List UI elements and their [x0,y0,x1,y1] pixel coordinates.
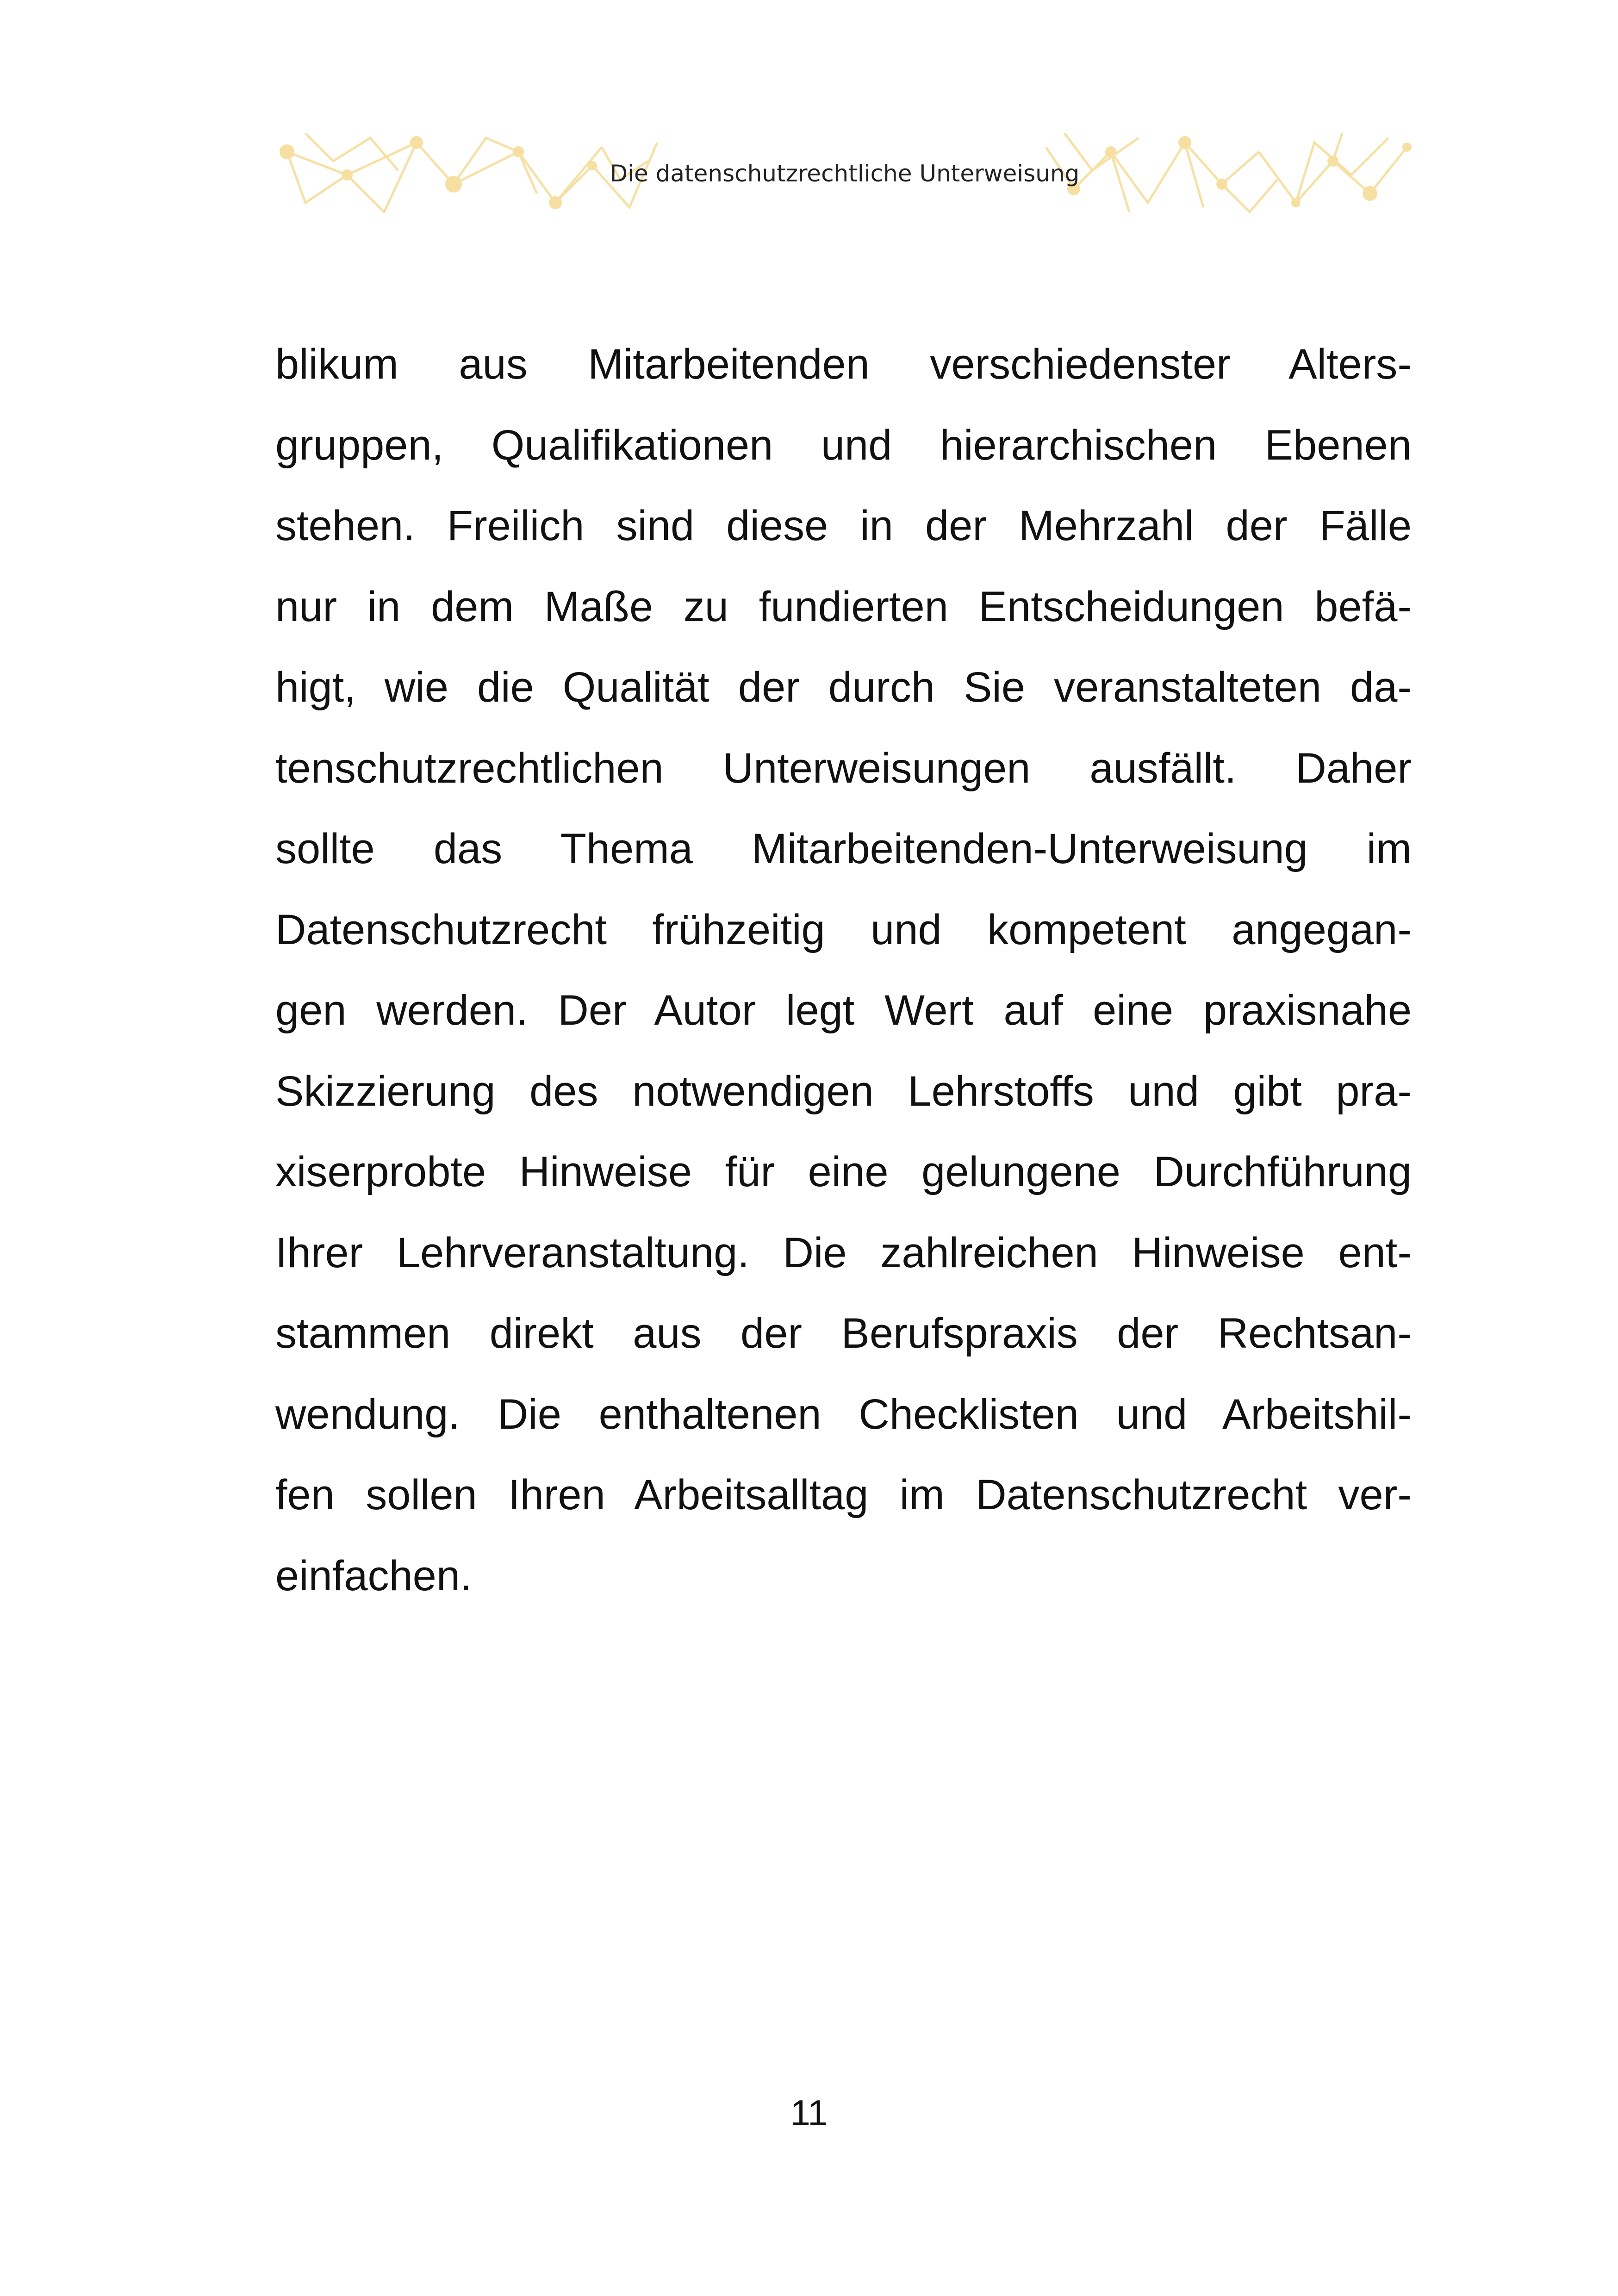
running-header-title: Die datenschutzrechtliche Unterweisung [610,160,1080,187]
text-line: sollte das Thema Mitarbeitenden-Unterweisung im [275,825,1412,872]
text-line: xiserprobte Hinweise für eine gelungene Durchführung [275,1148,1412,1195]
text-line: tenschutzrechtlichen Unterweisungen ausfällt. Daher [275,744,1412,792]
text-line: Datenschutzrecht frühzeitig und kompetent angegan- [275,906,1412,953]
header-ornament-band [278,133,1412,213]
text-line: stammen direkt aus der Berufspraxis der Rechtsan- [275,1310,1412,1357]
text-line: fen sollen Ihren Arbeitsalltag im Datenschutzrecht ver- [275,1471,1412,1518]
text-line: gruppen, Qualifikationen und hierarchischen Ebenen [275,421,1412,469]
text-line: nur in dem Maße zu fundierten Entscheidungen befä- [275,583,1412,630]
text-line: einfachen. [275,1552,472,1599]
text-line: Skizzierung des notwendigen Lehrstoffs und gibt pra- [275,1067,1412,1115]
text-line: gen werden. Der Autor legt Wert auf eine praxisnahe [275,987,1412,1034]
text-line: higt, wie die Qualität der durch Sie veranstalteten da- [275,664,1412,711]
text-line: Ihrer Lehrveranstaltung. Die zahlreichen Hinweise ent- [275,1229,1412,1276]
body-paragraph [275,324,1412,1616]
text-line: blikum aus Mitarbeitenden verschiedenster Alters- [275,341,1412,388]
page-number: 11 [790,2092,828,2133]
text-line: wendung. Die enthaltenen Checklisten und Arbeitshil- [275,1390,1412,1438]
text-line: stehen. Freilich sind diese in der Mehrzahl der Fälle [275,502,1412,549]
